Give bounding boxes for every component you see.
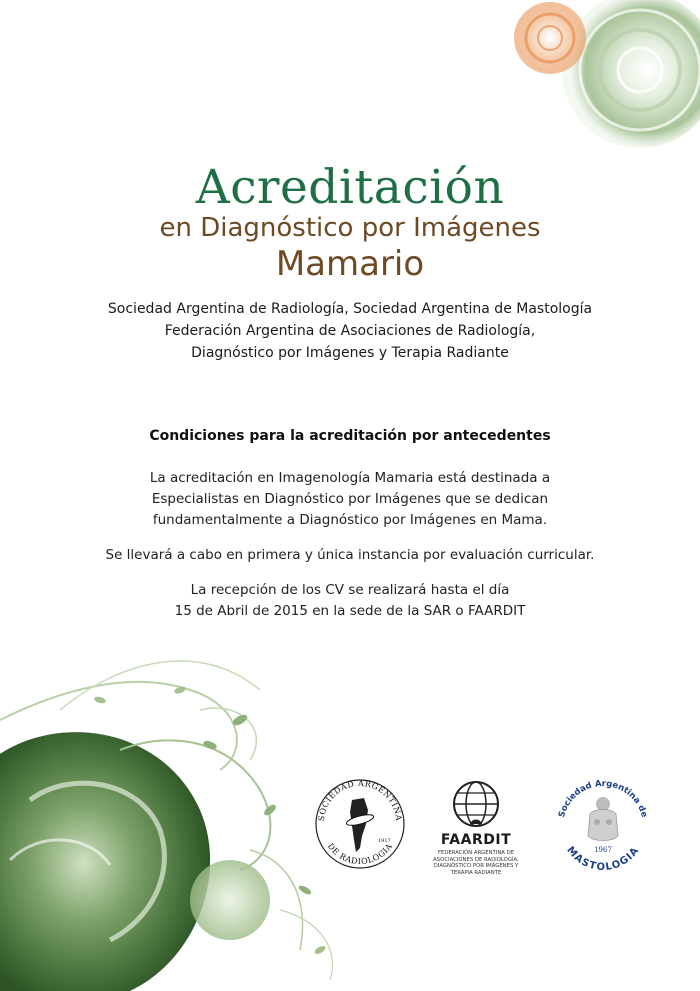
sam-year: 1967 xyxy=(594,846,612,854)
sar-top-text: SOCIEDAD ARGENTINA xyxy=(316,778,404,822)
paragraph-line: La acreditación en Imagenología Mamaria está destinada a xyxy=(149,470,551,486)
faardit-subtitle-line: TERAPIA RADIANTE xyxy=(450,869,502,876)
logos-row xyxy=(300,770,680,880)
conditions-paragraph-2 xyxy=(0,545,700,566)
conditions-heading: Condiciones para la acreditación por antecedentes xyxy=(149,428,551,444)
faardit-subtitle-line: ASOCIACIONES DE RADIOLOGÍA, xyxy=(433,856,519,863)
paragraph-line: Se llevará a cabo en primera y única instancia por evaluación curricular. xyxy=(105,547,595,563)
faardit-subtitle xyxy=(420,850,532,876)
paragraph-line: Especialistas en Diagnóstico por Imágenes que se dedican xyxy=(151,491,549,507)
decorative-circles xyxy=(490,0,700,170)
faardit-subtitle-line: DIAGNÓSTICO POR IMÁGENES Y xyxy=(433,863,519,870)
sam-top-text: Sociedad Argentina de xyxy=(557,778,649,819)
sar-year: 1917 xyxy=(378,838,391,844)
paragraph-line: fundamentalmente a Diagnóstico por Imágenes en Mama. xyxy=(152,512,548,528)
title-third-line: Mamario xyxy=(275,244,425,284)
sam-logo xyxy=(550,770,656,876)
faardit-name: FAARDIT xyxy=(440,832,512,848)
title-main: Acreditación xyxy=(195,160,505,215)
globe-icon xyxy=(450,778,502,830)
sar-logo xyxy=(312,770,408,876)
conditions-paragraph-3 xyxy=(0,580,700,622)
faardit-logo xyxy=(420,778,532,878)
organization-line: Sociedad Argentina de Radiología, Sociedad Argentina de Mastología xyxy=(107,301,593,317)
conditions-paragraph-1 xyxy=(0,468,700,531)
paragraph-line: 15 de Abril de 2015 en la sede de la SAR o FAARDIT xyxy=(174,603,526,619)
sar-bottom-text: DE RADIOLOGIA xyxy=(325,841,395,867)
title-subtitle: en Diagnóstico por Imágenes xyxy=(159,213,541,243)
title-block xyxy=(0,160,700,284)
faardit-subtitle-line: FEDERACIÓN ARGENTINA DE xyxy=(437,850,515,856)
organization-line: Federación Argentina de Asociaciones de Radiología, xyxy=(164,323,536,339)
paragraph-line: La recepción de los CV se realizará hasta el día xyxy=(190,582,510,598)
organizations xyxy=(0,298,700,364)
sam-bottom-text: MASTOLOGIA xyxy=(564,844,642,874)
organization-line: Diagnóstico por Imágenes y Terapia Radiante xyxy=(191,345,509,361)
